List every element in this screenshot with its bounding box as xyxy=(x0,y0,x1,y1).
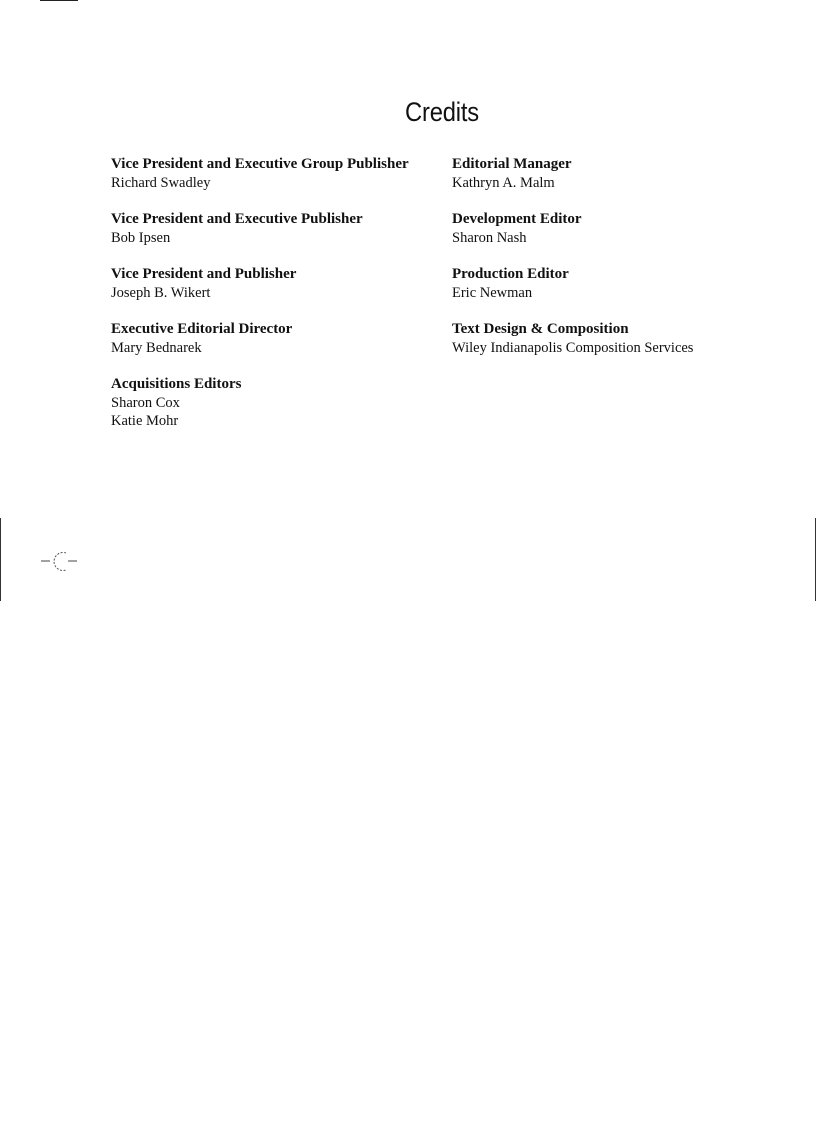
credits-right-column xyxy=(452,155,752,375)
credit-name: Bob Ipsen xyxy=(111,229,171,246)
credit-name: Eric Newman xyxy=(452,284,533,301)
credit-role: Development Editor xyxy=(452,211,582,227)
credit-entry xyxy=(111,320,441,357)
credit-entry xyxy=(111,375,441,431)
credit-role: Vice President and Executive Group Publisher xyxy=(111,156,409,172)
credit-entry xyxy=(452,210,752,247)
credit-role: Vice President and Executive Publisher xyxy=(111,211,363,227)
credit-name: Joseph B. Wikert xyxy=(111,284,211,301)
credit-entry xyxy=(452,265,752,302)
credit-role: Acquisitions Editors xyxy=(111,376,242,392)
credit-role: Production Editor xyxy=(452,266,569,282)
credit-name: Katie Mohr xyxy=(111,413,179,429)
credit-entry xyxy=(452,320,752,357)
registration-mark-icon xyxy=(40,550,80,574)
credit-role: Text Design & Composition xyxy=(452,321,629,337)
credit-entry xyxy=(111,210,441,247)
credit-name: Sharon Nash xyxy=(452,229,527,246)
crop-mark-top xyxy=(40,0,78,1)
crop-mark-left xyxy=(0,518,1,601)
credit-role: Editorial Manager xyxy=(452,156,572,172)
credit-name: Richard Swadley xyxy=(111,174,211,191)
credits-left-column xyxy=(111,155,441,449)
credit-role: Vice President and Publisher xyxy=(111,266,297,282)
page-title: Credits xyxy=(404,97,480,127)
credit-name: Mary Bednarek xyxy=(111,339,202,356)
credit-role: Executive Editorial Director xyxy=(111,321,293,337)
credit-name: Wiley Indianapolis Composition Services xyxy=(452,339,694,356)
credit-name: Kathryn A. Malm xyxy=(452,174,555,191)
credit-name: Sharon Cox xyxy=(111,394,180,411)
credit-entry xyxy=(452,155,752,192)
credit-entry xyxy=(111,265,441,302)
credit-entry xyxy=(111,155,441,192)
